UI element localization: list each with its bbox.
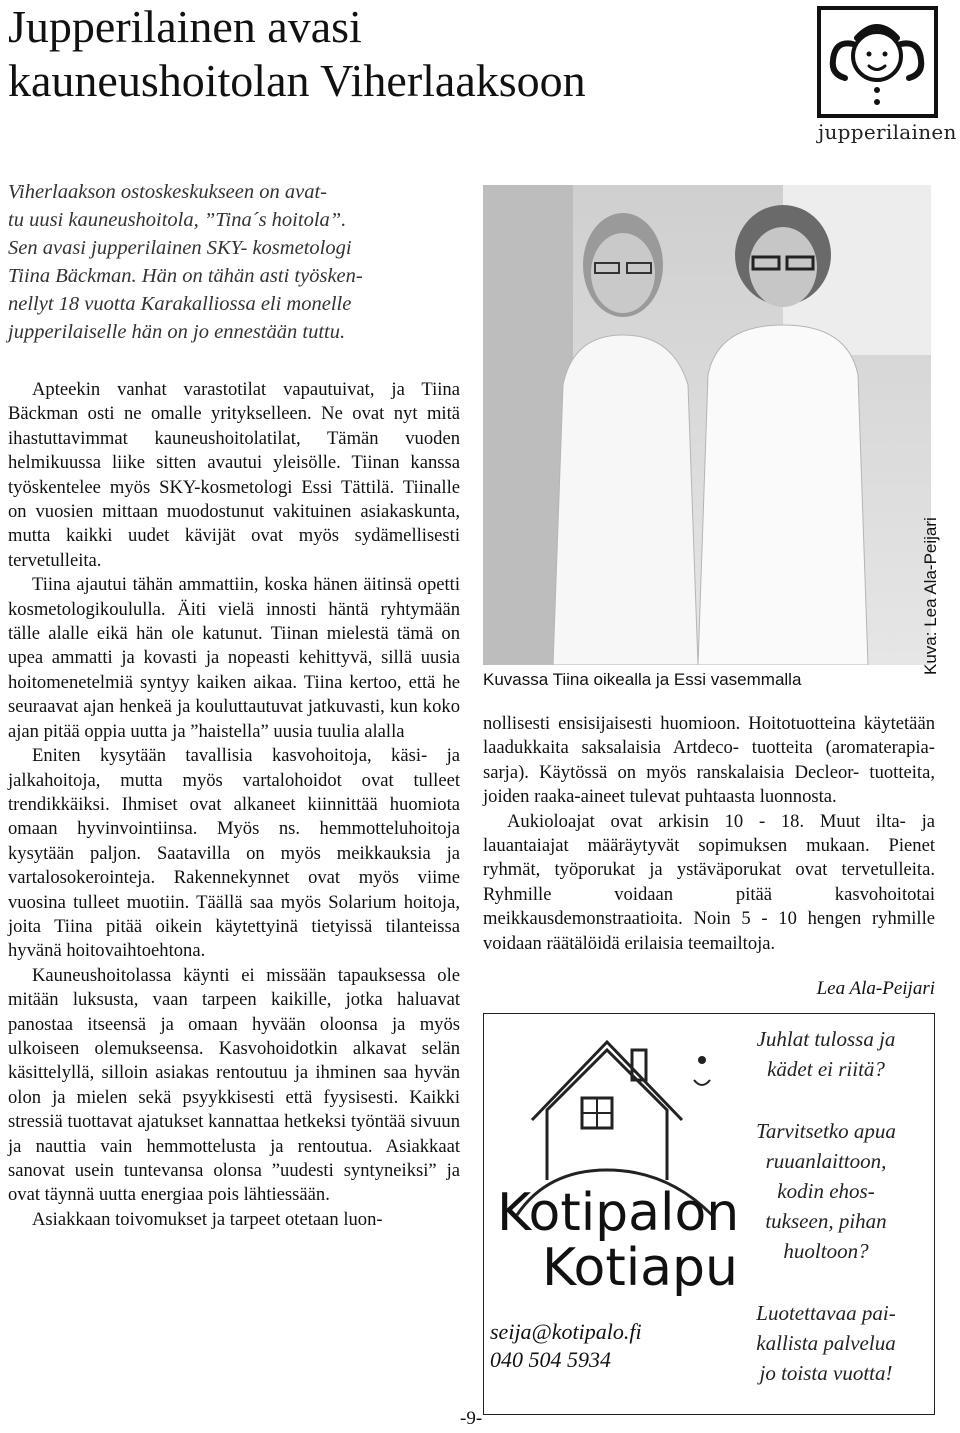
- ad-email[interactable]: seija@kotipalo.fi: [490, 1319, 642, 1344]
- lead-line: Tiina Bäckman. Hän on tähän asti työsken-: [8, 265, 363, 287]
- paragraph: Kauneushoitolassa käynti ei missään tapauksessa ole mitään luksusta, vaan tarpeen kaikille, jotka haluavat panostaa itseensä ja omaan hyvään oloonsa ja myös ulkoiseen olemukseensa. Kasvohoidotkin alkavat selän käsittelyllä, silloin asiakas rentoutuu ja ihminen saa hyvän olon ja mielen sekä psyykkisesti että fyysisesti. Kaikki stressiä tuottavat ajatukset kannattaa hetkeksi työntää sivuun ja nauttia vain hemmottelusta ja rentoutua. Asiakkaat sanovat usein tuntevansa olonsa ”uudesti syntyneiksi” ja ovat täynnä uutta energiaa pois lähtiessään.: [8, 964, 460, 1206]
- ad-brand-line-1: Kotipalon: [497, 1183, 740, 1243]
- paragraph: Tiina ajautui tähän ammattiin, koska hänen äitinsä opetti kosmetologikoululla. Äiti vielä innosti häntä ryhtymään tälle alalle eikä hän ole katunut. Tiinan mielestä tämä on upea ammatti ja kovasti ja nopeasti kehittyvä, sillä uusia hoitomenetelmiä syntyy kaiken aikaa. Tiina kertoo, että he seuraavat ajan henkeä ja kouluttautuvat jatkuvasti, kun koko ajan pitää oppia uutta ja ”haistella” uusia tuulia alalla: [8, 574, 460, 742]
- ad-brand-line-2: Kotiapu: [542, 1238, 738, 1298]
- lead-line: tu uusi kauneushoitola, ”Tina´s hoitola”.: [8, 209, 347, 231]
- lead-line: Sen avasi jupperilainen SKY- kosmetologi: [8, 237, 352, 259]
- lead-line: Viherlaakson ostoskeskukseen on avat-: [8, 181, 327, 203]
- paragraph: Eniten kysytään tavallisia kasvohoitoja, käsi- ja jalkahoitoja, mutta myös vartalohoidot ovat tulleet trendikkäiksi. Ihmiset ovat alkaneet kiinnittää huomiota omaan hyvinvointiinsa. Myös ns. hemmotteluhoitoja kysytään paljon. Saatavilla on myös meikkauksia ja vartalosokerointeja. Rakennekynnet ovat myös viime vuosina tulleet muotiin. Täällä saa myös Solarium hoitoja, joita Tiina pitää oikein käytettyinä tietyissä tilanteissa hyvänä hoitovaihtoehtona.: [8, 745, 460, 962]
- paragraph: nollisesti ensisijaisesti huomioon. Hoitotuotteina käytetään laadukkaita saksalaisia Artdeco- tuotteita (aromaterapia- sarja). Käytössä on myös ranskalaisia Decleor- tuotteita, joiden raaka-aineet tulevat puhtaasta luonnosta.: [483, 713, 935, 808]
- ad-line: kodin ehos-: [777, 1179, 875, 1203]
- article-title: [8, 0, 768, 108]
- body-column-left: [8, 378, 460, 1232]
- logo-caption: jupperilainen: [818, 120, 957, 144]
- ad-phone: 040 504 5934: [490, 1347, 611, 1372]
- ad-tagline: [720, 1298, 932, 1388]
- ad-question-2: [720, 1116, 932, 1266]
- ad-line: tukseen, pihan: [765, 1209, 887, 1233]
- photo-caption: Kuvassa Tiina oikealla ja Essi vasemmalla: [483, 670, 802, 689]
- ad-question-1: [720, 1024, 932, 1084]
- paragraph: Asiakkaan toivomukset ja tarpeet otetaan luon-: [32, 1208, 383, 1230]
- ad-line: huoltoon?: [783, 1239, 869, 1263]
- ad-line: kädet ei riitä?: [767, 1057, 885, 1081]
- ad-line: jo toista vuotta!: [759, 1361, 893, 1385]
- photo-credit: Kuva: Lea Ala-Peijari: [921, 517, 940, 675]
- author-signature: Lea Ala-Peijari: [816, 978, 935, 999]
- article-lead: [8, 178, 460, 346]
- title-line-2: kauneushoitolan Viherlaaksoon: [8, 55, 586, 106]
- ad-line: ruuanlaittoon,: [765, 1149, 887, 1173]
- article-photo: [483, 185, 931, 665]
- ad-line: Tarvitsetko apua: [756, 1119, 896, 1143]
- paragraph: Apteekin vanhat varastotilat vapautuivat, ja Tiina Bäckman osti ne omalle yritykselleen. Ne ovat nyt mitä ihastuttavimmat kauneushoitolatilat, Tämän vuoden helmikuussa liike sitten avautui yleisölle. Tiinan kanssa työskentelee myös SKY-kosmetologi Essi Tättilä. Tiinalle on vuosien mittaan muodostunut vakituinen asiakaskunta, mutta kaikki uudet kävijät ovat myös sydämellisesti tervetulleita.: [8, 379, 460, 571]
- title-line-1: Jupperilainen avasi: [8, 1, 362, 52]
- ad-line: Juhlat tulossa ja: [756, 1027, 896, 1051]
- body-column-right: [483, 712, 935, 956]
- lead-line: jupperilaiselle hän on jo ennestään tuttu.: [8, 321, 346, 343]
- paragraph: Aukioloajat ovat arkisin 10 - 18. Muut ilta- ja lauantaiajat määräytyvät sopimuksen mukaan. Pienet ryhmät, työporukat ja ystäväporukat ovat tervetulleita. Ryhmille voidaan pitää kasvohoitotai meikkausdemonstraatioita. Noin 5 - 10 hengen ryhmille voidaan räätälöidä erilaisia teemailtoja.: [483, 810, 935, 954]
- ad-line: Luotettavaa pai-: [756, 1301, 896, 1325]
- page-number: -9-: [460, 1408, 483, 1429]
- lead-line: nellyt 18 vuotta Karakalliossa eli monelle: [8, 293, 352, 315]
- ad-line: kallista palvelua: [756, 1331, 896, 1355]
